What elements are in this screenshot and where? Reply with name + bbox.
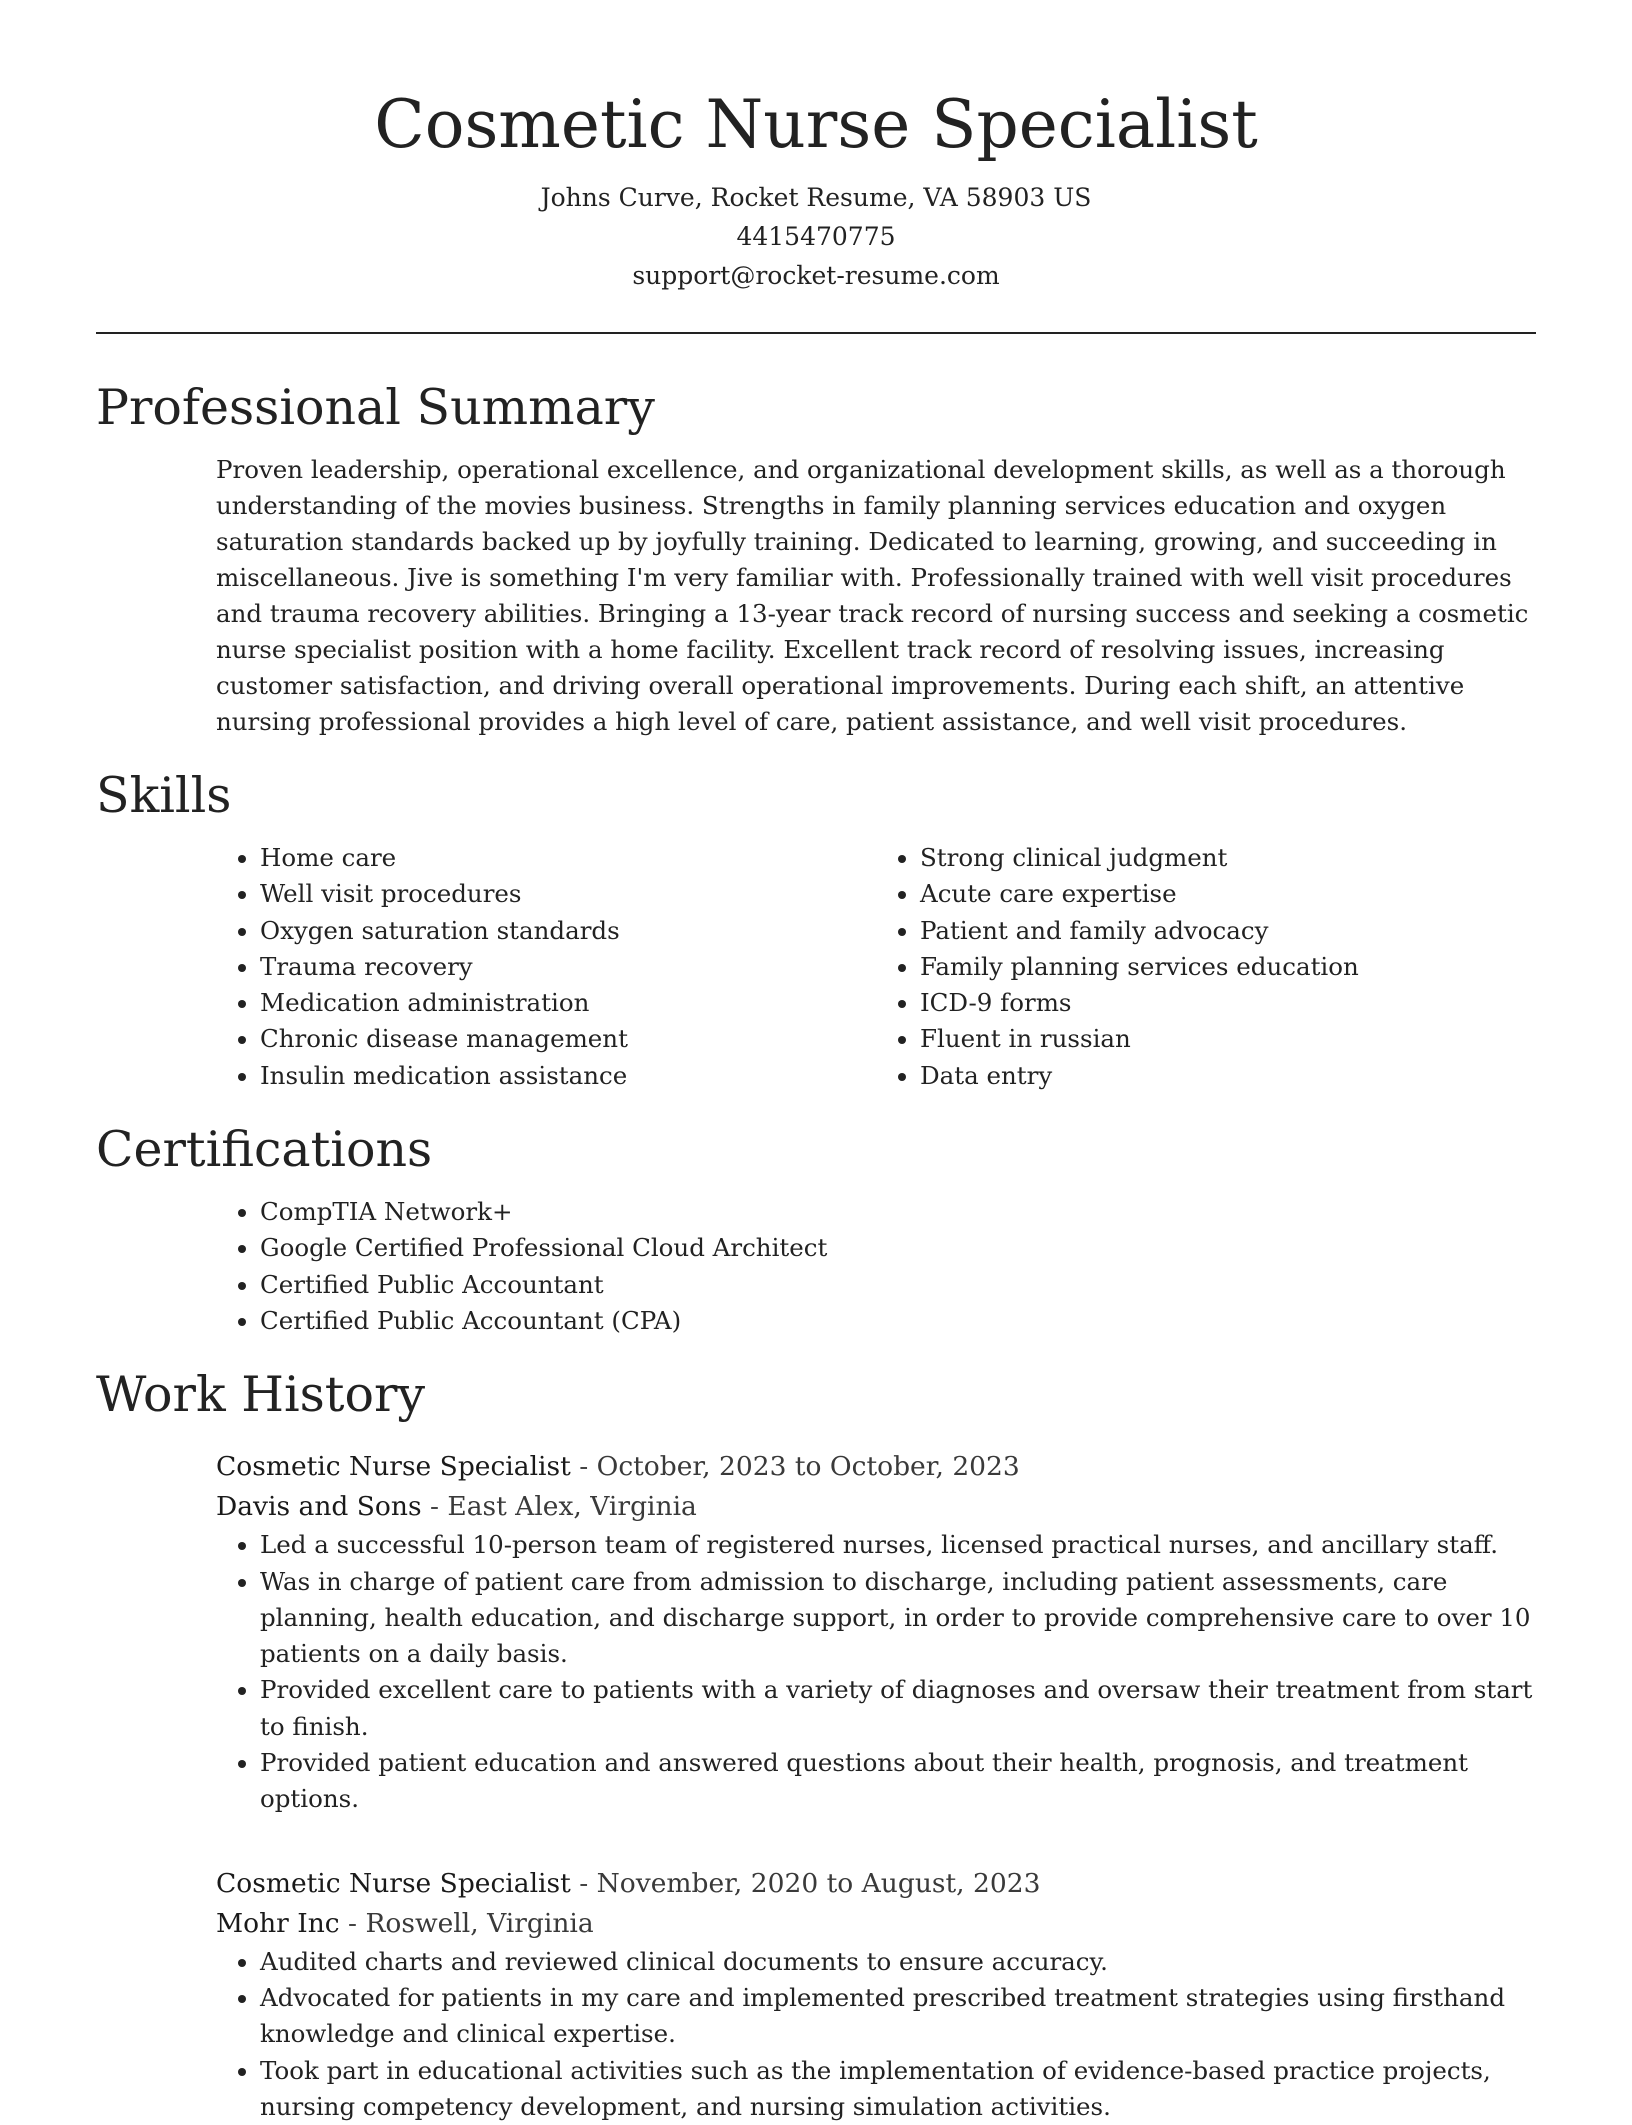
job-title-line [216, 1447, 1536, 1487]
job-company-line [216, 1487, 1536, 1527]
job-separator: - [339, 1907, 366, 1939]
skill-item: • Family planning services education [920, 949, 1536, 985]
job-title-line [216, 1864, 1536, 1904]
job-location: East Alex, Virginia [447, 1491, 697, 1523]
job-separator: - [570, 1451, 597, 1483]
skill-item: • Well visit procedures [260, 876, 876, 912]
job-responsibilities [216, 1527, 1536, 1817]
certifications-list [216, 1194, 1536, 1339]
skills-list-left [216, 840, 876, 1094]
skill-item: • ICD-9 forms [920, 985, 1536, 1021]
skill-item: • Strong clinical judgment [920, 840, 1536, 876]
job-separator: - [570, 1867, 597, 1899]
certification-item: • Certified Public Accountant (CPA) [260, 1303, 1536, 1339]
section-title-work-history: Work History [96, 1366, 426, 1424]
section-title-skills: Skills [96, 767, 232, 824]
skills-section [96, 766, 1536, 1094]
skill-item: • Insulin medication assistance [260, 1058, 876, 1094]
responsibility-item: • Took part in educational activities such as the implementation of evidence-based practice projects, nursing competency development, and nursing simulation activities. [260, 2053, 1536, 2125]
job-dates: October, 2023 to October, 2023 [596, 1451, 1020, 1483]
skill-item: • Fluent in russian [920, 1021, 1536, 1057]
certifications-section [96, 1120, 1536, 1339]
certification-item: • Certified Public Accountant [260, 1267, 1536, 1303]
job-company-line [216, 1904, 1536, 1944]
skill-item: • Patient and family advocacy [920, 913, 1536, 949]
job-location: Roswell, Virginia [365, 1907, 594, 1939]
resume-header [96, 0, 1536, 295]
job-dates: November, 2020 to August, 2023 [596, 1867, 1041, 1899]
job-role: Cosmetic Nurse Specialist [216, 1451, 571, 1483]
address: Johns Curve, Rocket Resume, VA 58903 US [540, 183, 1092, 212]
skill-item: • Data entry [920, 1058, 1536, 1094]
professional-summary-section [96, 378, 1536, 740]
job-company: Mohr Inc [216, 1907, 340, 1939]
job-entry [216, 1447, 1536, 1817]
certification-item: • Google Certified Professional Cloud Architect [260, 1230, 1536, 1266]
job-company: Davis and Sons [216, 1491, 422, 1523]
skill-item: • Oxygen saturation standards [260, 913, 876, 949]
responsibility-item: • Was in charge of patient care from admission to discharge, including patient assessments, care planning, health education, and discharge support, in order to provide comprehensive care to over 10 patients on a daily basis. [260, 1564, 1536, 1673]
job-entry [216, 1864, 1536, 2125]
summary-paragraph: Proven leadership, operational excellence, and organizational development skills, as well as a thorough understanding of the movies business. Strengths in family planning services education and oxygen saturation standards backed up by joyfully training. Dedicated to learning, growing, and succeeding in miscellaneous. Jive is something I'm very familiar with. Professionally trained with well visit procedures and trauma recovery abilities. Bringing a 13-year track record of nursing success and seeking a cosmetic nurse specialist position with a home facility. Excellent track record of resolving issues, increasing customer satisfaction, and driving overall operational improvements. During each shift, an attentive nursing professional provides a high level of care, patient assistance, and well visit procedures. [216, 455, 1529, 736]
skills-columns [216, 840, 1536, 1094]
responsibility-item: • Advocated for patients in my care and implemented prescribed treatment strategies using firsthand knowledge and clinical expertise. [260, 1980, 1536, 2053]
responsibility-item: • Provided excellent care to patients with a variety of diagnoses and oversaw their treatment from start to finish. [260, 1672, 1536, 1745]
resume-page [96, 0, 1536, 2125]
candidate-name: Cosmetic Nurse Specialist [374, 86, 1258, 163]
work-history-section [96, 1365, 1536, 2125]
skills-list-right [876, 840, 1536, 1094]
responsibility-item: • Provided patient education and answered questions about their health, prognosis, and treatment options. [260, 1745, 1536, 1818]
skill-item: • Trauma recovery [260, 949, 876, 985]
skill-item: • Home care [260, 840, 876, 876]
responsibility-item: • Led a successful 10-person team of registered nurses, licensed practical nurses, and ancillary staff. [260, 1527, 1536, 1563]
email-address: support@rocket-resume.com [632, 261, 1000, 290]
job-separator: - [421, 1491, 448, 1523]
section-title-professional-summary: Professional Summary [96, 379, 655, 436]
skill-item: • Medication administration [260, 985, 876, 1021]
header-divider [96, 332, 1536, 334]
job-responsibilities [216, 1944, 1536, 2125]
section-title-certifications: Certifications [96, 1121, 433, 1179]
certification-item: • CompTIA Network+ [260, 1194, 1536, 1230]
responsibility-item: • Audited charts and reviewed clinical documents to ensure accuracy. [260, 1944, 1536, 1980]
skill-item: • Acute care expertise [920, 876, 1536, 912]
job-role: Cosmetic Nurse Specialist [216, 1867, 571, 1899]
phone-number: 4415470775 [736, 222, 896, 251]
skill-item: • Chronic disease management [260, 1021, 876, 1057]
